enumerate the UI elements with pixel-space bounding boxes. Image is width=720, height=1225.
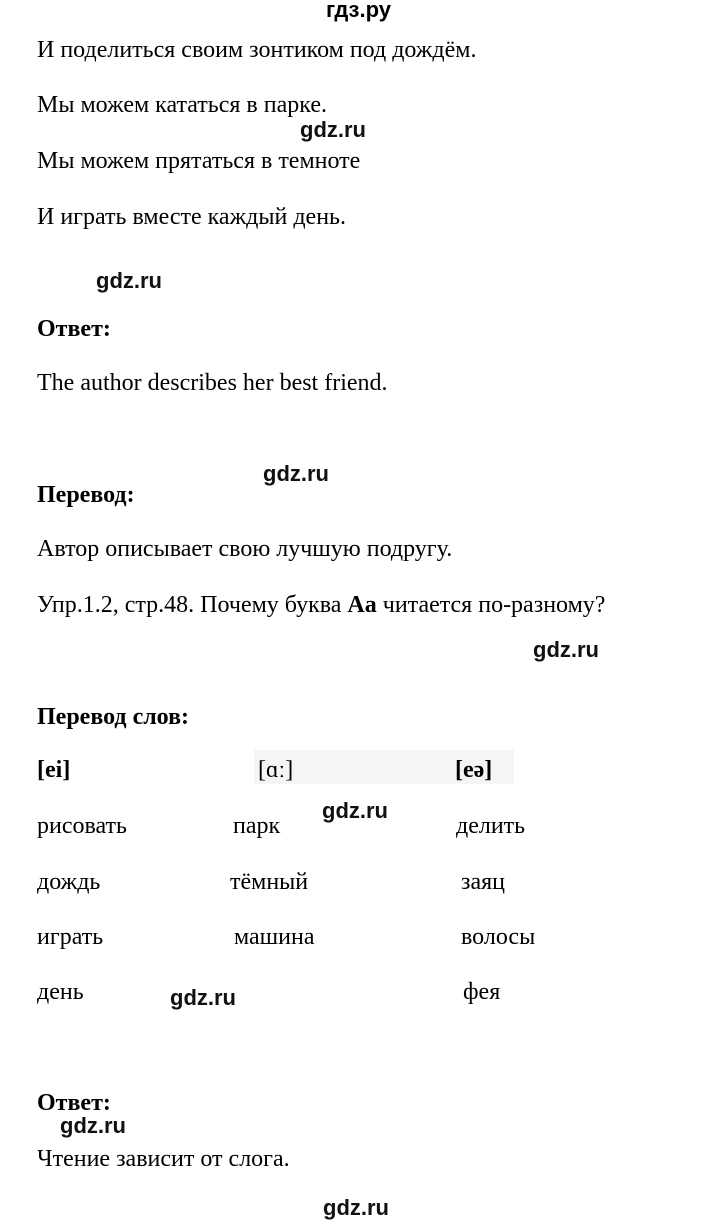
- sound-ei: [ei]: [37, 757, 71, 783]
- poem-line-2: Мы можем кататься в парке.: [37, 92, 327, 118]
- watermark: gdz.ru: [263, 461, 329, 486]
- word-eh-4: фея: [463, 979, 501, 1005]
- word-ei-1: рисовать: [37, 813, 127, 839]
- watermark: gdz.ru: [533, 637, 599, 662]
- watermark: gdz.ru: [300, 117, 366, 142]
- poem-line-3: Мы можем прятаться в темноте: [37, 148, 361, 174]
- exercise-suffix: читается по-разному?: [376, 592, 606, 618]
- word-ei-4: день: [37, 979, 84, 1005]
- translation-heading: Перевод:: [37, 482, 135, 508]
- sound-ah: [ɑː]: [258, 757, 294, 783]
- word-ah-2: тёмный: [230, 869, 309, 895]
- answer-heading: Ответ:: [37, 316, 111, 342]
- word-ei-3: играть: [37, 924, 104, 950]
- word-eh-2: заяц: [461, 869, 506, 895]
- watermark: gdz.ru: [96, 268, 162, 293]
- translation-text: Автор описывает свою лучшую подругу.: [37, 536, 453, 562]
- exercise-prefix: Упр.1.2, стр.48. Почему буква: [37, 592, 348, 618]
- site-header: гдз.ру: [326, 0, 391, 22]
- answer-text: The author describes her best friend.: [37, 370, 388, 396]
- exercise-letter: Aa: [347, 592, 377, 618]
- word-ah-1: парк: [233, 813, 281, 839]
- answer2-text: Чтение зависит от слога.: [37, 1146, 290, 1172]
- word-eh-1: делить: [456, 813, 526, 839]
- word-eh-3: волосы: [461, 924, 536, 950]
- watermark: gdz.ru: [322, 798, 388, 823]
- watermark: gdz.ru: [323, 1195, 389, 1220]
- exercise-question: [37, 591, 605, 619]
- word-ah-3: машина: [234, 924, 315, 950]
- answer2-heading: Ответ:: [37, 1090, 111, 1116]
- word-ei-2: дождь: [37, 869, 101, 895]
- watermark: gdz.ru: [170, 985, 236, 1010]
- watermark: gdz.ru: [60, 1113, 126, 1138]
- poem-line-1: И поделиться своим зонтиком под дождём.: [37, 37, 477, 63]
- words-heading: Перевод слов:: [37, 704, 190, 730]
- poem-line-4: И играть вместе каждый день.: [37, 204, 346, 230]
- sound-eh: [eə]: [455, 757, 493, 783]
